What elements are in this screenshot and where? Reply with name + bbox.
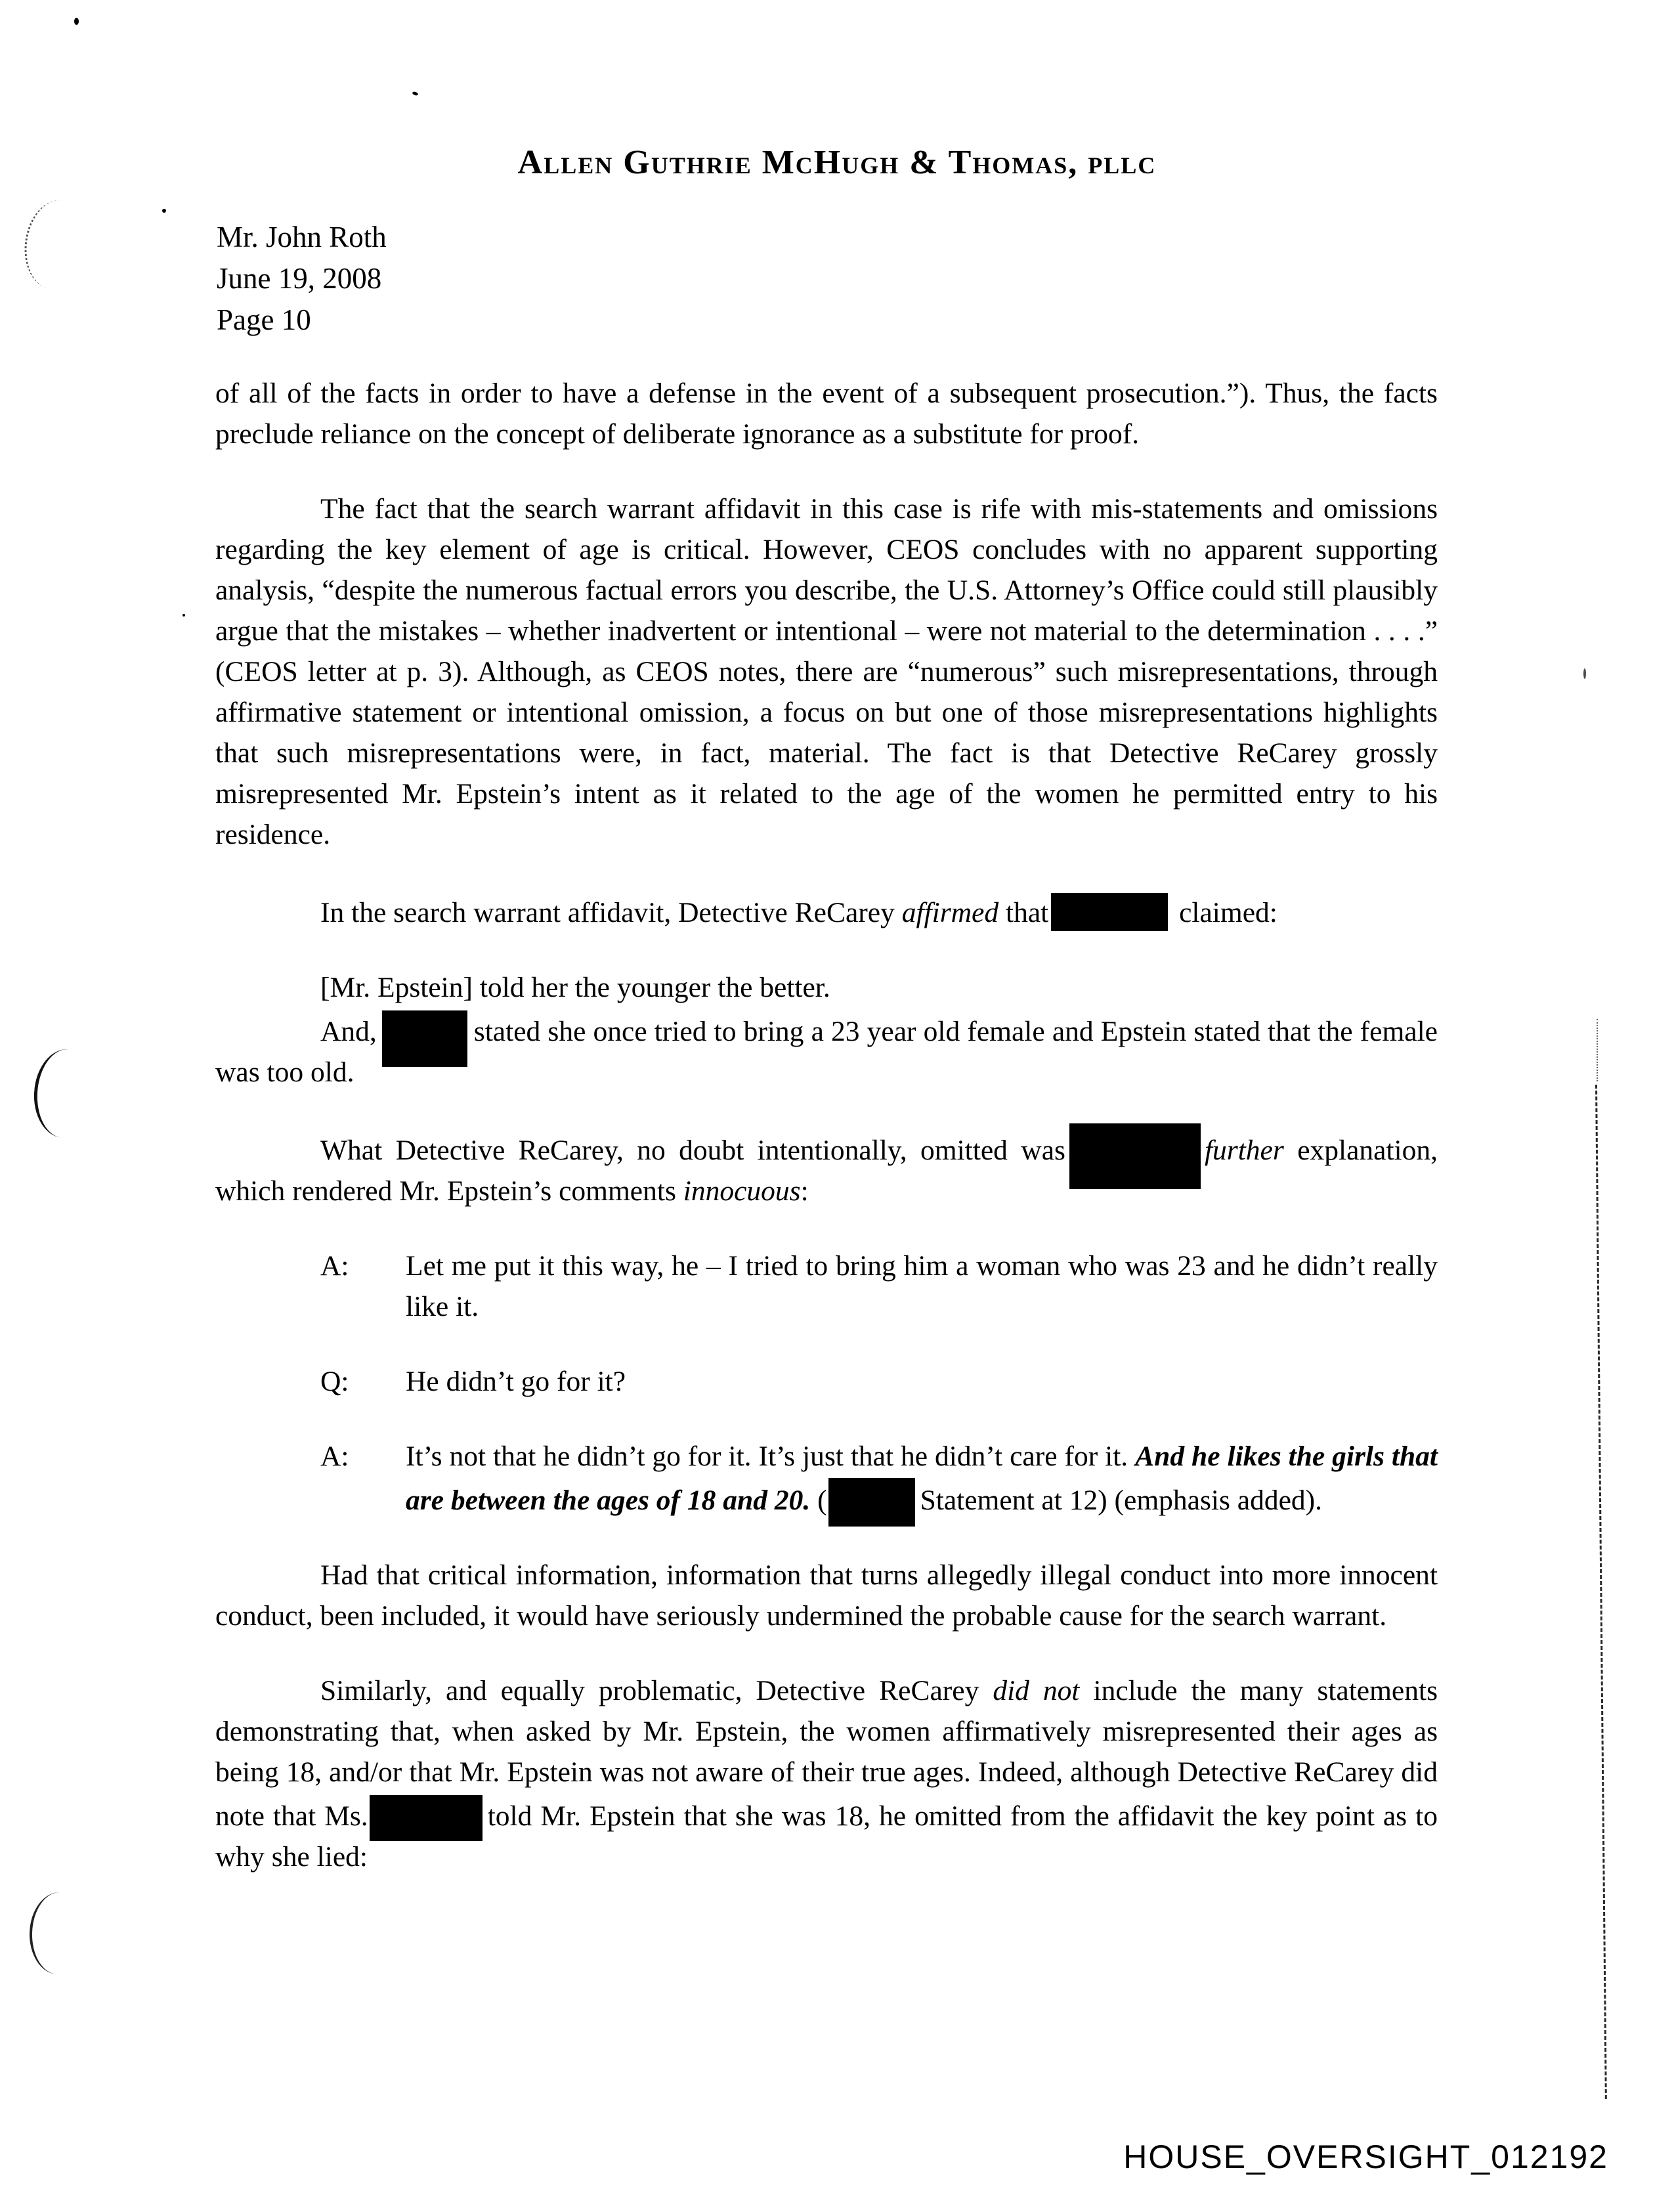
text-run: In the search warrant affidavit, Detective ReCarey <box>320 897 902 928</box>
paragraph-omitted-explanation <box>215 1127 1438 1211</box>
text-run: told Mr. Epstein that she was 18, he omitted from the affidavit the key point as to why she lied: <box>215 1800 1438 1873</box>
text-run: It’s not that he didn’t go for it. It’s just that he didn’t care for it. <box>406 1441 1136 1472</box>
redaction-box <box>1069 1123 1201 1189</box>
scan-artifact-arc-bottom <box>28 1891 89 1975</box>
qa-label: A: <box>320 1250 349 1282</box>
italic-text: further <box>1204 1135 1284 1166</box>
page-number-label: Page 10 <box>217 303 311 336</box>
text-run: explanation, which rendered Mr. Epstein’s comments <box>215 1135 1438 1207</box>
redaction-box <box>1051 893 1168 931</box>
text-run: ( <box>810 1485 827 1516</box>
text-run: What Detective ReCarey, no doubt intentionally, omitted was <box>320 1135 1065 1166</box>
redaction-box <box>370 1795 483 1841</box>
scan-artifact-speck <box>74 18 79 25</box>
scan-artifact-speck <box>182 614 185 617</box>
italic-text: affirmed <box>901 897 999 928</box>
qa-answer-text <box>406 1436 1438 1521</box>
qa-label: Q: <box>320 1366 349 1397</box>
scan-artifact-speck <box>1583 668 1586 679</box>
scan-artifact-dashed-vertical-line <box>1595 1085 1607 2099</box>
qa-row-answer-2 <box>320 1436 1438 1521</box>
text-run: Statement at 12) (emphasis added). <box>920 1485 1323 1516</box>
redaction-box <box>382 1010 467 1067</box>
text-run: [Mr. Epstein] told her the younger the better. <box>320 972 830 1003</box>
qa-row-question <box>320 1361 1438 1402</box>
text-run: that <box>998 897 1049 928</box>
italic-text: did not <box>993 1675 1080 1706</box>
bates-number: HOUSE_OVERSIGHT_012192 <box>1123 2138 1608 2175</box>
text-run: stated she once tried to bring a 23 year old female and Epstein stated that the female was too old. <box>215 1016 1438 1088</box>
paragraph-similarly-problematic <box>215 1670 1438 1877</box>
text-run: The fact that the search warrant affidavit in this case is rife with mis-statements and omissions regarding the key element of age is critical. However, CEOS concludes with no apparent supporting analysis, “despite the numerous factual errors you describe, the U.S. Attorney’s Office could still plausibly argue that the mistakes – whether inadvertent or intentional – were not material to the determination . . . .” (CEOS letter at p. 3). Although, as CEOS notes, there are “numerous” such misrepresentations, through affirmative statement or intentional omission, a focus on but one of those misrepresentations highlights that such misrepresentations were, in fact, material. The fact is that Detective ReCarey grossly misrepresented Mr. Epstein’s intent as it related to the age of the women he permitted entry to his residence. <box>215 493 1438 850</box>
text-run: Let me put it this way, he – I tried to bring him a woman who was 23 and he didn’t really like it. <box>406 1250 1438 1322</box>
text-run: He didn’t go for it? <box>406 1366 626 1397</box>
scan-artifact-speck <box>412 91 418 97</box>
text-run: : <box>800 1175 809 1207</box>
quote-line-23-year-old <box>215 1008 1438 1093</box>
qa-label: A: <box>320 1441 349 1472</box>
text-run: claimed: <box>1172 897 1277 928</box>
letter-date: June 19, 2008 <box>217 262 382 295</box>
text-run: Had that critical information, information that turns allegedly illegal conduct into more innocent conduct, been included, it would have seriously undermined the probable cause for the search warrant. <box>215 1559 1438 1632</box>
quote-line-younger-better <box>215 967 1438 1008</box>
text-run: include the many statements demonstrating that, when asked by Mr. Epstein, the women affirmatively misrepresented their ages as being 18, and/or that Mr. Epstein was not aware of their true ages. Indeed, although Detective ReCarey did note that Ms. <box>215 1675 1438 1832</box>
bold-italic-text: And he likes the girls that are between the ages of 18 and 20. <box>406 1441 1438 1516</box>
paragraph-affidavit-claim <box>215 889 1438 933</box>
paragraph-misstatements <box>215 488 1438 855</box>
scan-artifact-arc-top <box>19 196 92 293</box>
recipient-name: Mr. John Roth <box>217 221 387 253</box>
scan-artifact-speck <box>162 209 166 213</box>
paragraph-critical-information <box>215 1555 1438 1636</box>
scan-artifact-dotted-line-start <box>1597 1019 1598 1081</box>
qa-question-text <box>406 1361 1438 1402</box>
qa-row-answer-1 <box>320 1246 1438 1327</box>
qa-answer-text <box>406 1246 1438 1327</box>
redaction-box <box>828 1478 915 1527</box>
paragraph-continuation <box>215 373 1438 454</box>
scan-artifact-arc-middle <box>31 1047 99 1140</box>
letterhead-firm-name: Allen Guthrie McHugh & Thomas, pllc <box>517 144 1157 181</box>
italic-text: innocuous <box>683 1175 801 1207</box>
letter-body <box>215 373 1438 1877</box>
text-run: And, <box>320 1016 377 1047</box>
recipient-block <box>217 217 387 341</box>
text-run: of all of the facts in order to have a defense in the event of a subsequent prosecution.”). Thus, the facts preclude reliance on the concept of deliberate ignorance as a substitute for proof. <box>215 378 1438 450</box>
text-run: Similarly, and equally problematic, Detective ReCarey <box>320 1675 993 1706</box>
